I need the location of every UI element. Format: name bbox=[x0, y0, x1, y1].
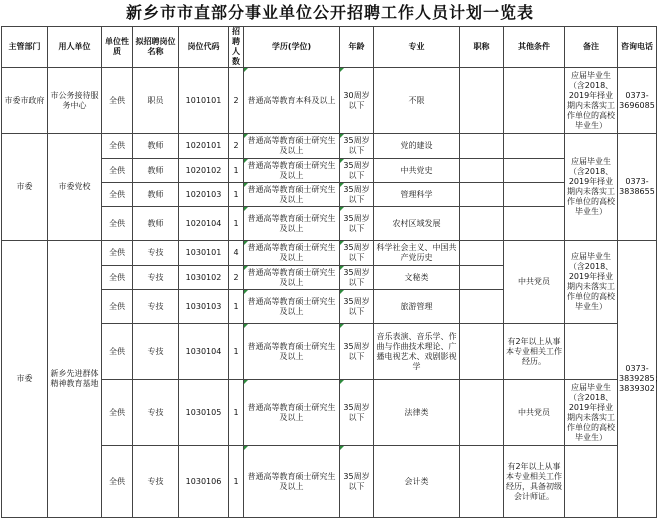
cell-type: 全供 bbox=[102, 324, 133, 380]
cell-edu: 普通高等教育硕士研究生及以上 bbox=[244, 266, 340, 290]
cell-age: 35周岁以下 bbox=[340, 183, 374, 207]
cell-type: 全供 bbox=[102, 159, 133, 183]
cell-title bbox=[460, 68, 504, 134]
cell-age: 30周岁以下 bbox=[340, 68, 374, 134]
cell-age: 35周岁以下 bbox=[340, 446, 374, 518]
cell-post: 教师 bbox=[133, 134, 179, 159]
cell-other bbox=[504, 159, 565, 183]
cell-phone: 0373-3696085 bbox=[618, 68, 657, 134]
cell-title bbox=[460, 380, 504, 446]
cell-post: 专技 bbox=[133, 446, 179, 518]
table-row bbox=[2, 134, 657, 159]
cell-count: 2 bbox=[229, 68, 244, 134]
table-row bbox=[2, 241, 657, 266]
header-age: 年龄 bbox=[340, 27, 374, 68]
cell-note: 应届毕业生（含2018、2019年择业期内未落实工作单位的高校毕业生） bbox=[565, 241, 618, 324]
cell-post: 专技 bbox=[133, 290, 179, 324]
cell-age: 35周岁以下 bbox=[340, 324, 374, 380]
cell-edu: 普通高等教育硕士研究生及以上 bbox=[244, 134, 340, 159]
cell-unit: 市委党校 bbox=[48, 134, 102, 241]
cell-phone: 0373-3839285；3839302 bbox=[618, 241, 657, 518]
cell-other: 中共党员 bbox=[504, 380, 565, 446]
cell-post: 专技 bbox=[133, 324, 179, 380]
page-title: 新乡市市直部分事业单位公开招聘工作人员计划一览表 bbox=[125, 3, 534, 22]
cell-count: 2 bbox=[229, 134, 244, 159]
header-post: 拟招聘岗位名称 bbox=[133, 27, 179, 68]
cell-age: 35周岁以下 bbox=[340, 290, 374, 324]
cell-count: 1 bbox=[229, 324, 244, 380]
cell-dept: 市委市政府 bbox=[2, 68, 48, 134]
cell-edu: 普通高等教育硕士研究生及以上 bbox=[244, 241, 340, 266]
header-note: 备注 bbox=[565, 27, 618, 68]
cell-major: 管理科学 bbox=[374, 183, 460, 207]
cell-other bbox=[504, 207, 565, 241]
cell-code: 1020103 bbox=[179, 183, 229, 207]
cell-major: 文秘类 bbox=[374, 266, 460, 290]
cell-type: 全供 bbox=[102, 290, 133, 324]
cell-other: 有2年以上从事本专业相关工作经历，具备初级会计师证。 bbox=[504, 446, 565, 518]
cell-code: 1010101 bbox=[179, 68, 229, 134]
cell-dept: 市委 bbox=[2, 241, 48, 518]
cell-post: 教师 bbox=[133, 159, 179, 183]
cell-count: 4 bbox=[229, 241, 244, 266]
cell-major: 会计类 bbox=[374, 446, 460, 518]
cell-post: 专技 bbox=[133, 241, 179, 266]
cell-code: 1020101 bbox=[179, 134, 229, 159]
cell-code: 1030106 bbox=[179, 446, 229, 518]
cell-edu: 普通高等教育硕士研究生及以上 bbox=[244, 380, 340, 446]
cell-count: 1 bbox=[229, 159, 244, 183]
cell-count: 1 bbox=[229, 183, 244, 207]
header-code: 岗位代码 bbox=[179, 27, 229, 68]
cell-phone: 0373-3838655 bbox=[618, 134, 657, 241]
cell-post: 教师 bbox=[133, 183, 179, 207]
cell-note: 应届毕业生（含2018、2019年择业期内未落实工作单位的高校毕业生） bbox=[565, 380, 618, 446]
cell-code: 1030104 bbox=[179, 324, 229, 380]
cell-title bbox=[460, 241, 504, 266]
cell-major: 法律类 bbox=[374, 380, 460, 446]
header-edu: 学历(学位) bbox=[244, 27, 340, 68]
cell-type: 全供 bbox=[102, 134, 133, 159]
table-row bbox=[2, 68, 657, 134]
header-count: 招聘人数 bbox=[229, 27, 244, 68]
cell-code: 1020104 bbox=[179, 207, 229, 241]
header-unit: 用人单位 bbox=[48, 27, 102, 68]
cell-unit: 市公务接待服务中心 bbox=[48, 68, 102, 134]
cell-other bbox=[504, 68, 565, 134]
cell-code: 1030101 bbox=[179, 241, 229, 266]
cell-title bbox=[460, 159, 504, 183]
cell-age: 35周岁以下 bbox=[340, 380, 374, 446]
cell-edu: 普通高等教育硕士研究生及以上 bbox=[244, 324, 340, 380]
cell-dept: 市委 bbox=[2, 134, 48, 241]
cell-title bbox=[460, 446, 504, 518]
cell-type: 全供 bbox=[102, 266, 133, 290]
cell-edu: 普通高等教育硕士研究生及以上 bbox=[244, 446, 340, 518]
cell-note bbox=[565, 446, 618, 518]
cell-type: 全供 bbox=[102, 241, 133, 266]
cell-code: 1030103 bbox=[179, 290, 229, 324]
cell-age: 35周岁以下 bbox=[340, 159, 374, 183]
cell-note bbox=[565, 324, 618, 380]
cell-edu: 普通高等教育本科及以上 bbox=[244, 68, 340, 134]
cell-count: 1 bbox=[229, 207, 244, 241]
cell-major: 农村区域发展 bbox=[374, 207, 460, 241]
cell-title bbox=[460, 324, 504, 380]
cell-count: 1 bbox=[229, 290, 244, 324]
cell-age: 35周岁以下 bbox=[340, 266, 374, 290]
cell-unit: 新乡先进群体精神教育基地 bbox=[48, 241, 102, 518]
cell-major: 旅游管理 bbox=[374, 290, 460, 324]
cell-type: 全供 bbox=[102, 68, 133, 134]
cell-post: 专技 bbox=[133, 380, 179, 446]
header-dept: 主管部门 bbox=[2, 27, 48, 68]
header-other: 其他条件 bbox=[504, 27, 565, 68]
header-type: 单位性质 bbox=[102, 27, 133, 68]
cell-other: 中共党员 bbox=[504, 241, 565, 324]
header-row bbox=[2, 27, 657, 68]
cell-edu: 普通高等教育硕士研究生及以上 bbox=[244, 183, 340, 207]
cell-type: 全供 bbox=[102, 380, 133, 446]
cell-post: 教师 bbox=[133, 207, 179, 241]
cell-edu: 普通高等教育硕士研究生及以上 bbox=[244, 159, 340, 183]
header-major: 专业 bbox=[374, 27, 460, 68]
cell-other: 有2年以上从事本专业相关工作经历。 bbox=[504, 324, 565, 380]
cell-major: 党的建设 bbox=[374, 134, 460, 159]
cell-title bbox=[460, 207, 504, 241]
cell-major: 音乐表演、音乐学、作曲与作曲技术理论、广播电视艺术、戏剧影视学 bbox=[374, 324, 460, 380]
cell-note: 应届毕业生（含2018、2019年择业期内未落实工作单位的高校毕业生） bbox=[565, 68, 618, 134]
cell-post: 专技 bbox=[133, 266, 179, 290]
cell-other bbox=[504, 183, 565, 207]
cell-title bbox=[460, 134, 504, 159]
recruitment-table bbox=[1, 26, 663, 518]
cell-other bbox=[504, 134, 565, 159]
cell-title bbox=[460, 290, 504, 324]
cell-count: 2 bbox=[229, 266, 244, 290]
cell-title bbox=[460, 266, 504, 290]
header-title: 职称 bbox=[460, 27, 504, 68]
cell-type: 全供 bbox=[102, 446, 133, 518]
header-phone: 咨询电话 bbox=[618, 27, 657, 68]
cell-major: 不限 bbox=[374, 68, 460, 134]
cell-note: 应届毕业生（含2018、2019年择业期内未落实工作单位的高校毕业生） bbox=[565, 134, 618, 241]
cell-count: 1 bbox=[229, 446, 244, 518]
cell-age: 35周岁以下 bbox=[340, 134, 374, 159]
cell-title bbox=[460, 183, 504, 207]
cell-type: 全供 bbox=[102, 183, 133, 207]
cell-edu: 普通高等教育硕士研究生及以上 bbox=[244, 290, 340, 324]
cell-major: 中共党史 bbox=[374, 159, 460, 183]
cell-edu: 普通高等教育硕士研究生及以上 bbox=[244, 207, 340, 241]
cell-major: 科学社会主义、中国共产党历史 bbox=[374, 241, 460, 266]
cell-type: 全供 bbox=[102, 207, 133, 241]
cell-age: 35周岁以下 bbox=[340, 241, 374, 266]
cell-code: 1030102 bbox=[179, 266, 229, 290]
cell-code: 1020102 bbox=[179, 159, 229, 183]
cell-post: 职员 bbox=[133, 68, 179, 134]
cell-count: 1 bbox=[229, 380, 244, 446]
cell-age: 35周岁以下 bbox=[340, 207, 374, 241]
cell-code: 1030105 bbox=[179, 380, 229, 446]
